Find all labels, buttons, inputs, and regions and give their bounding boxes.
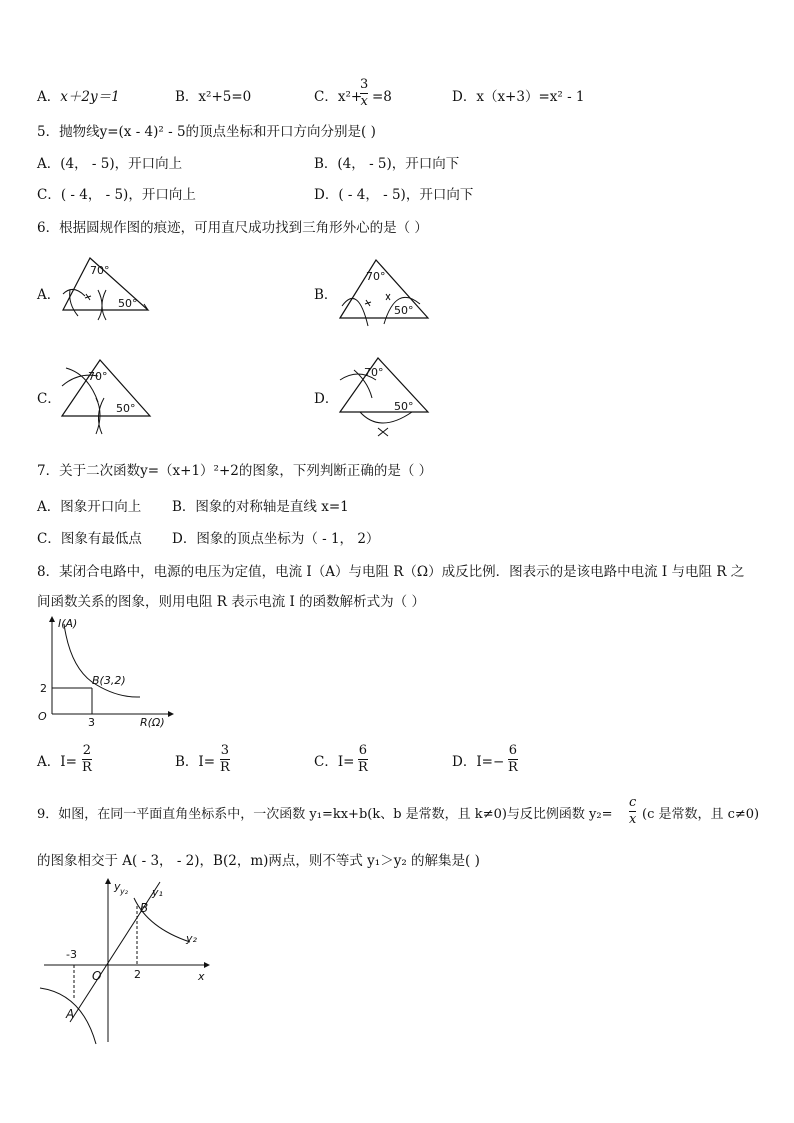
q5-stem: 5．抛物线y=(x - 4)² - 5的顶点坐标和开口方向分别是( ) [37,124,376,140]
point-a-label: A [66,1007,75,1021]
q9-stem-line1-b: (c 是常数，且 c≠0) [642,807,760,822]
option-expression: x＋2y＝1 [60,89,120,105]
fraction-numerator: 6 [508,743,518,758]
x-axis-label: R(Ω) [140,716,165,729]
option-lhs: I= [476,754,493,770]
q6-label-d: D． [314,391,339,407]
angle-label-top: 70° [366,270,386,283]
angle-label-right: 50° [394,400,414,413]
triangle-figure-a [58,254,158,324]
option-expression: x²+5=0 [198,89,252,105]
q8-stem-line1: 8．某闭合电路中，电源的电压为定值，电流 I（A）与电阻 R（Ω）成反比例．图表示的是该电路中电流 I 与电阻 R 之 [37,564,745,580]
q5-option-b: B．(4， - 5)，开口向下 [314,156,460,172]
q6-label-a: A． [37,287,61,303]
x-tick-neg3: -3 [66,948,77,961]
q7-stem: 7．关于二次函数y=（x+1）²+2的图象，下列判断正确的是（ ） [37,463,433,479]
q7-option-c: C．图象有最低点 [37,531,142,547]
triangle-figure-d [336,354,436,444]
q7-option-d: D．图象的顶点坐标为（ - 1， 2） [172,531,380,547]
x-tick-3: 3 [88,716,95,729]
fraction-numerator: 3 [220,743,230,758]
option-expression: x²+ [337,89,363,105]
fraction-denominator: x [360,94,368,109]
q5-option-d: D．( - 4， - 5)，开口向下 [314,187,474,203]
option-label: D． [452,754,477,770]
q4-option-a [37,88,120,106]
option-label: C． [314,89,338,105]
fraction-numerator: 2 [82,743,92,758]
q9-stem-line2: 的图象相交于 A( - 3， - 2)，B(2，m)两点，则不等式 y₁＞y₂ 的解集是( ) [37,853,480,869]
option-label: C． [314,754,338,770]
angle-label-top: 70° [90,264,110,277]
fraction-denominator: R [508,760,518,775]
q9-graph [40,876,220,1044]
q8-graph [36,614,176,732]
q6-label-c: C． [37,391,61,407]
angle-label-right: 50° [118,297,138,310]
q9-stem-fraction [629,796,636,827]
angle-label-top: 70° [364,366,384,379]
option-sign: − [492,754,505,770]
option-lhs: I= [198,754,216,770]
option-lhs: I= [337,754,355,770]
fraction-denominator: x [629,812,637,827]
fraction-numerator: 6 [358,743,368,758]
q5-option-a: A．(4， - 5)，开口向上 [37,156,183,172]
point-b-label: B(3,2) [92,674,126,687]
point-b-label: B [140,901,149,915]
option-label: D． [452,89,477,105]
q4-option-b [175,88,251,106]
fraction-numerator: c [629,795,637,810]
fraction-denominator: R [358,760,368,775]
fraction-numerator: 3 [360,77,369,92]
q6-stem: 6．根据圆规作图的痕迹，可用直尺成功找到三角形外心的是（ ） [37,220,428,236]
fraction-denominator: R [82,760,92,775]
q9-stem-line1-a: 9．如图，在同一平面直角坐标系中，一次函数 y₁=kx+b(k、b 是常数，且 k≠0)与反比例函数 y₂= [37,807,613,822]
y-axis-label: y [114,880,121,893]
y-axis-sub: y₂ [120,887,128,896]
q5-option-c: C．( - 4， - 5)，开口向上 [37,187,196,203]
x-axis-label: x [198,970,205,983]
q4-option-d [452,88,585,106]
triangle-figure-b [336,254,436,324]
fraction-denominator: R [220,760,230,775]
option-label: B． [175,754,199,770]
q4-option-c-tail: =8 [372,89,392,105]
origin-label: O [92,969,102,983]
angle-label-right: 50° [394,304,414,317]
angle-label-right: 50° [116,402,136,415]
option-expression: x（x+3）=x² - 1 [476,89,585,105]
q7-option-a: A．图象开口向上 [37,499,142,515]
option-lhs: I= [60,754,77,770]
curve-label-y2: y₂ [186,932,197,945]
origin-label: O [38,710,47,723]
x-tick-2: 2 [134,968,141,981]
q8-stem-line2: 间函数关系的图象，则用电阻 R 表示电流 I 的函数解析式为（ ） [37,594,425,610]
option-label: A． [37,89,61,105]
option-label: A． [37,754,61,770]
y-tick-2: 2 [40,682,47,695]
q4-option-c-fraction [360,78,368,109]
q7-option-b: B．图象的对称轴是直线 x=1 [172,499,349,515]
angle-label-top: 70° [88,370,108,383]
option-label: B． [175,89,199,105]
q6-label-b: B． [314,287,338,303]
q4-option-c [314,88,362,106]
triangle-figure-c [58,354,158,434]
y-axis-label: I(A) [58,617,78,630]
line-label-y1: y₁ [152,886,163,899]
